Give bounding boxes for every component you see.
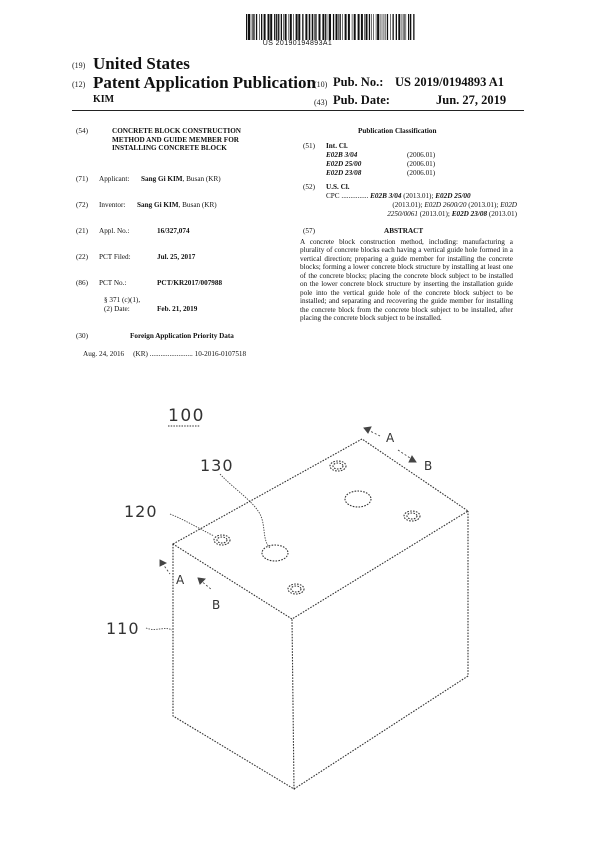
barcode-bar: [268, 14, 270, 40]
barcode-bar: [285, 14, 287, 40]
barcode: [246, 14, 416, 40]
barcode-bar: [256, 14, 257, 40]
cpc-class-2: E02D 25/00: [435, 192, 471, 200]
barcode-bar: [404, 14, 405, 40]
barcode-bar: [354, 14, 356, 40]
barcode-number: US 20190194893A1: [262, 40, 333, 47]
barcode-bar: [298, 14, 300, 40]
block-right-face: [294, 511, 468, 789]
barcode-bar: [384, 14, 385, 40]
section-371-date: Feb. 21, 2019: [157, 305, 198, 313]
ref-120: 120: [124, 502, 158, 521]
barcode-bar: [246, 14, 247, 40]
int-cl-label: Int. Cl.: [326, 142, 348, 150]
block-left-face: [173, 544, 294, 789]
int-cl-1: E02B 3/04: [326, 151, 358, 159]
code-72: (72): [76, 201, 88, 209]
country: United States: [93, 54, 190, 73]
barcode-bar: [380, 14, 381, 40]
pct-no-label: PCT No.:: [99, 279, 127, 287]
barcode-bar: [296, 14, 298, 40]
applicant-name: Sang Gi KIM: [141, 175, 183, 183]
label-a-top: A: [386, 431, 395, 445]
barcode-bar: [377, 14, 379, 40]
label-a-bottom: A: [176, 573, 185, 587]
cpc-dots: ...............: [341, 192, 369, 200]
barcode-bar: [361, 14, 363, 40]
cpc-line-3: [337, 210, 517, 218]
center-hole: [262, 545, 288, 561]
barcode-bar: [328, 14, 329, 40]
barcode-bar: [413, 14, 414, 40]
barcode-bar: [333, 14, 334, 40]
code-21: (21): [76, 227, 88, 235]
int-cl-2-version: (2006.01): [407, 160, 436, 168]
pub-class-title: Publication Classification: [358, 127, 437, 135]
section-371-line1: § 371 (c)(1),: [104, 296, 141, 304]
barcode-bar: [283, 14, 284, 40]
barcode-bar: [385, 14, 386, 40]
title-line-1: CONCRETE BLOCK CONSTRUCTION: [112, 127, 241, 135]
barcode-bar: [281, 14, 282, 40]
barcode-bar: [311, 14, 312, 40]
barcode-bar: [336, 14, 338, 40]
barcode-bar: [290, 14, 292, 40]
code-10: (10): [314, 80, 328, 89]
barcode-bar: [382, 14, 383, 40]
section-371-line2: (2) Date:: [104, 305, 130, 313]
barcode-bar: [369, 14, 370, 40]
barcode-bar: [319, 14, 321, 40]
barcode-bar: [338, 14, 339, 40]
label-b-top: B: [424, 459, 433, 473]
pub-no-label: Pub. No.:: [333, 75, 384, 89]
cpc-class-2-version: (2013.01);: [392, 201, 423, 209]
cpc-label: CPC: [326, 192, 340, 200]
barcode-bar: [253, 14, 254, 40]
code-19: (19): [72, 61, 86, 70]
barcode-bar: [270, 14, 272, 40]
cpc-class-1: E02B 3/04: [370, 192, 402, 200]
cpc-line-1: [326, 192, 526, 200]
abstract-text: A concrete block construction method, including: manufacturing a plurality of concrete blocks each having a vertical guide hole formed in a vertical direction; preparing a guide member for installing the concrete blocks; forming a lower concrete block structure by installing at least one of the concrete blocks; placing the concrete block subject to be installed on the lower concrete block structure by inserting the installation guide pole into the vertical guide hole of the concrete block subject to be installed; and separating and recovering the guide member for installing the concrete block from the concrete block subject to be installed, after placing the concrete block subject to be installed.: [300, 238, 513, 323]
abstract-title: ABSTRACT: [384, 227, 424, 235]
title-line-3: INSTALLING CONCRETE BLOCK: [112, 144, 227, 152]
patent-figure: [0, 395, 595, 842]
code-12: (12): [72, 80, 86, 89]
int-cl-1-version: (2006.01): [407, 151, 436, 159]
barcode-bar: [248, 14, 250, 40]
barcode-bar: [373, 14, 374, 40]
priority-title: Foreign Application Priority Data: [130, 332, 234, 340]
publication-type: Patent Application Publication: [93, 73, 316, 92]
barcode-bar: [396, 14, 397, 40]
inventor-label: Inventor:: [99, 201, 126, 209]
barcode-bar: [406, 14, 407, 40]
cpc-class-6: E02D 23/08: [451, 210, 488, 218]
inventor-name: Sang Gi KIM: [137, 201, 179, 209]
cpc-line-2: [357, 201, 517, 209]
int-cl-2: E02D 25/00: [326, 160, 362, 168]
label-b-bottom: B: [212, 598, 221, 612]
barcode-bar: [371, 14, 372, 40]
barcode-bar: [376, 14, 377, 40]
code-52: (52): [303, 183, 315, 191]
barcode-bar: [274, 14, 275, 40]
leader-130: [220, 474, 270, 548]
barcode-bar: [293, 14, 294, 40]
arrow-b-top: [409, 456, 416, 462]
pub-date-label: Pub. Date:: [333, 93, 390, 107]
cpc-class-5-version: (2013.01);: [419, 210, 450, 218]
barcode-bar: [403, 14, 404, 40]
code-51: (51): [303, 142, 315, 150]
barcode-bars: [246, 14, 415, 40]
code-43: (43): [314, 98, 328, 107]
code-86: (86): [76, 279, 88, 287]
cpc-class-1-version: (2013.01);: [403, 192, 434, 200]
cpc-class-3: E02D 2600/20: [424, 201, 467, 209]
barcode-bar: [352, 14, 353, 40]
barcode-bar: [348, 14, 350, 40]
barcode-bar: [398, 14, 400, 40]
barcode-bar: [314, 14, 315, 40]
inventor-location: , Busan (KR): [178, 201, 217, 209]
applicant-location: , Busan (KR): [182, 175, 221, 183]
barcode-bar: [358, 14, 360, 40]
cpc-class-5: 2250/0061: [387, 210, 418, 218]
barcode-bar: [322, 14, 324, 40]
pct-filed-date: Jul. 25, 2017: [157, 253, 196, 261]
us-cl-label: U.S. Cl.: [326, 183, 350, 191]
cpc-class-3-version: (2013.01);: [468, 201, 499, 209]
pub-no: US 2019/0194893 A1: [395, 75, 505, 89]
applicant-label: Applicant:: [99, 175, 130, 183]
code-71: (71): [76, 175, 88, 183]
arrow-a-bottom: [160, 560, 166, 566]
leader-110: [146, 628, 172, 630]
barcode-bar: [329, 14, 331, 40]
barcode-bar: [264, 14, 266, 40]
pub-date: Jun. 27, 2019: [436, 93, 507, 107]
ref-130: 130: [200, 456, 234, 475]
inventor-short: KIM: [93, 94, 115, 105]
barcode-bar: [302, 14, 303, 40]
barcode-bar: [305, 14, 307, 40]
arrow-a-top: [364, 427, 371, 433]
cpc-class-4: E02D: [500, 201, 517, 209]
header-rule: [72, 110, 524, 111]
appl-label: Appl. No.:: [99, 227, 130, 235]
pct-number: PCT/KR2017/007988: [157, 279, 223, 287]
barcode-bar: [261, 14, 262, 40]
barcode-bar: [315, 14, 316, 40]
code-22: (22): [76, 253, 88, 261]
barcode-bar: [408, 14, 409, 40]
center-hole: [345, 491, 371, 507]
barcode-bar: [364, 14, 365, 40]
code-57: (57): [303, 227, 315, 235]
code-54: (54): [76, 127, 88, 135]
barcode-bar: [387, 14, 388, 40]
barcode-bar: [325, 14, 326, 40]
applicant: [141, 175, 221, 183]
barcode-bar: [340, 14, 341, 40]
ref-100: 100: [168, 406, 205, 426]
pct-filed-label: PCT Filed:: [99, 253, 131, 261]
barcode-bar: [390, 14, 391, 40]
barcode-bar: [366, 14, 368, 40]
barcode-bar: [309, 14, 310, 40]
barcode-bar: [289, 14, 290, 40]
priority-entry: Aug. 24, 2016 (KR) ........................ 10-2016-0107518: [83, 350, 247, 358]
inventor: [137, 201, 217, 209]
barcode-bar: [402, 14, 403, 40]
barcode-bar: [251, 14, 252, 40]
barcode-bar: [342, 14, 343, 40]
int-cl-3: E02D 23/08: [326, 169, 362, 177]
barcode-bar: [393, 14, 394, 40]
barcode-bar: [345, 14, 347, 40]
appl-number: 16/327,074: [157, 227, 190, 235]
int-cl-3-version: (2006.01): [407, 169, 436, 177]
barcode-bar: [259, 14, 260, 40]
barcode-bar: [312, 14, 313, 40]
barcode-bar: [278, 14, 279, 40]
barcode-bar: [276, 14, 277, 40]
cpc-class-6-version: (2013.01): [488, 210, 517, 218]
code-30: (30): [76, 332, 88, 340]
barcode-bar: [252, 14, 253, 40]
barcode-bar: [410, 14, 411, 40]
ref-110: 110: [106, 619, 140, 638]
title-line-2: METHOD AND GUIDE MEMBER FOR: [112, 135, 239, 144]
